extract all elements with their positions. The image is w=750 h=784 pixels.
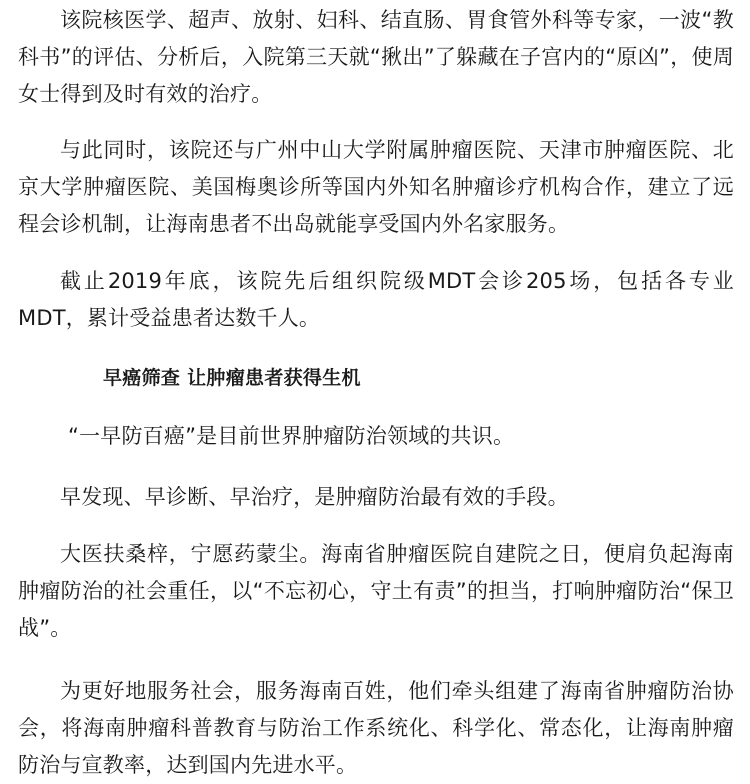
paragraph-mdt-diagnosis: 该院核医学、超声、放射、妇科、结直肠、胃食管外科等专家，一波“教科书”的评估、分析后，入院第三天就“揪出”了躲藏在子宫内的“原凶”，使周女士得到及时有效的治疗。 [18, 8, 734, 106]
paragraph-early-detection: 早发现、早诊断、早治疗，是肿瘤防治最有效的手段。 [60, 485, 569, 509]
paragraph-association: 为更好地服务社会，服务海南百姓，他们牵头组建了海南省肿瘤防治协会，将海南肿瘤科普教育与防治工作系统化、科学化、常态化，让海南肿瘤防治与宣教率，达到国内先进水平。 [18, 679, 734, 777]
paragraph-mdt-statistics: 截止2019年底，该院先后组织院级MDT会诊205场，包括各专业MDT，累计受益患者达数千人。 [18, 269, 734, 330]
section-heading: 早癌筛查 让肿瘤患者获得生机 [103, 367, 361, 389]
paragraph-hospital-mission: 大医扶桑梓，宁愿药蒙尘。海南省肿瘤医院自建院之日，便肩负起海南肿瘤防治的社会重任，以“不忘初心，守土有责”的担当，打响肿瘤防治“保卫战”。 [18, 542, 734, 640]
paragraph-remote-consultation: 与此同时，该院还与广州中山大学附属肿瘤医院、天津市肿瘤医院、北京大学肿瘤医院、美国梅奥诊所等国内外知名肿瘤诊疗机构合作，建立了远程会诊机制，让海南患者不出岛就能享受国内外名家服务。 [18, 138, 734, 236]
paragraph-consensus: “一早防百癌”是目前世界肿瘤防治领域的共识。 [68, 424, 515, 448]
